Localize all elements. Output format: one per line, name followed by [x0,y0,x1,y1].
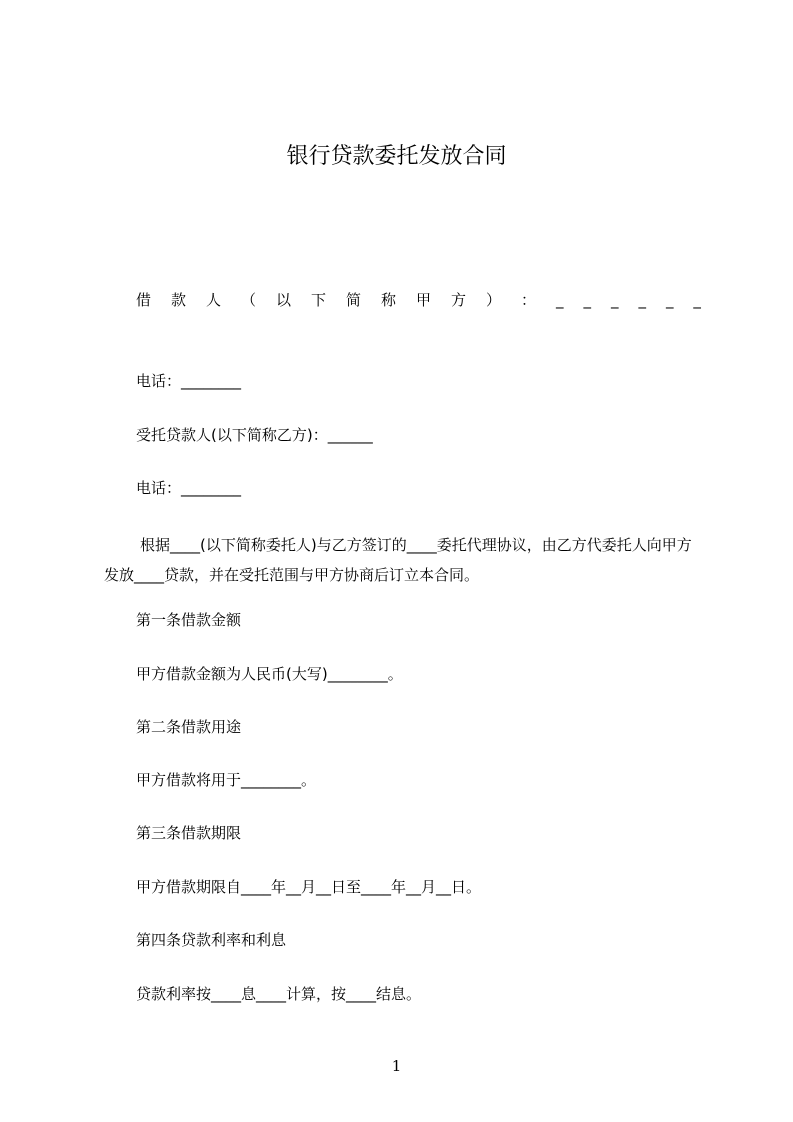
preamble-text: 根据____(以下简称委托人)与乙方签订的____委托代理协议，由乙方代委托人向甲方发放____贷款，并在受托范围与甲方协商后订立本合同。 [104,536,692,584]
article3-heading: 第三条借款期限 [136,824,242,842]
trustee-phone-line: 电话：________ [136,479,242,497]
borrower-char: 下 [311,291,327,309]
borrower-char: 甲 [416,291,432,309]
borrower-blank: _ [610,291,619,309]
preamble-paragraph [104,530,704,590]
article3-text: 甲方借款期限自____年__月__日至____年__月__日。 [136,878,482,896]
borrower-phone-line: 电话：________ [136,372,242,390]
borrower-char: 人 [206,291,222,309]
borrower-char: ： [521,291,537,309]
page-number: 1 [391,1057,402,1075]
borrower-blank: _ [693,291,701,309]
borrower-char: 以 [276,291,292,309]
borrower-char: 款 [171,291,187,309]
article4-text: 贷款利率按____息____计算，按____结息。 [136,985,422,1003]
borrower-char: 简 [346,291,362,309]
borrower-char: （ [241,291,257,309]
borrower-blank: _ [583,291,591,309]
trustee-line: 受托贷款人(以下简称乙方)：______ [136,426,373,444]
article2-text: 甲方借款将用于________。 [136,771,317,789]
article1-heading: 第一条借款金额 [136,611,242,629]
article2-heading: 第二条借款用途 [136,718,242,736]
article4-heading: 第四条贷款利率和利息 [136,931,287,949]
borrower-char: ） [486,291,502,309]
borrower-char: 方 [451,291,467,309]
borrower-blank: _ [665,291,674,309]
document-title: 银行贷款委托发放合同 [286,144,507,169]
borrower-blank: _ [638,291,646,309]
borrower-line [136,290,701,310]
borrower-char: 称 [381,291,397,309]
article1-text: 甲方借款金额为人民币(大写)________。 [136,665,403,683]
borrower-char: 借 [136,291,152,309]
borrower-blank: _ [556,291,564,309]
